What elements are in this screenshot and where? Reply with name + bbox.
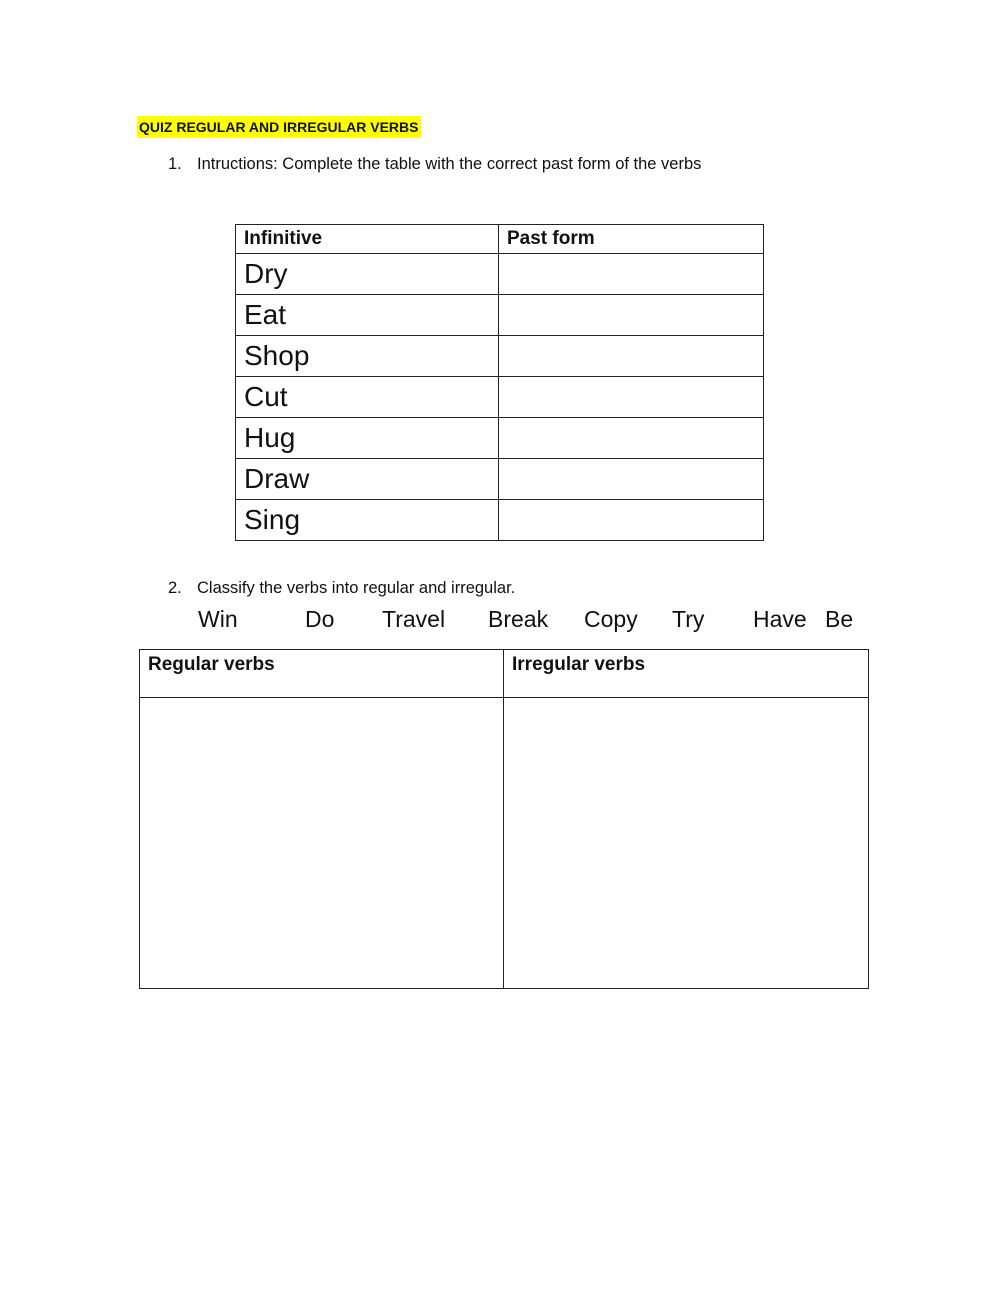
infinitive-cell: Hug xyxy=(236,418,499,459)
instruction-1 xyxy=(168,154,701,174)
quiz-title: QUIZ REGULAR AND IRREGULAR VERBS xyxy=(137,116,421,138)
past-form-answer-cell[interactable] xyxy=(499,500,764,541)
table-row xyxy=(236,377,764,418)
table-row xyxy=(236,418,764,459)
irregular-verbs-answer-area[interactable] xyxy=(504,698,869,989)
classification-header-row xyxy=(140,650,869,698)
table-row xyxy=(236,254,764,295)
instruction-2 xyxy=(168,578,515,598)
classification-answer-row xyxy=(140,698,869,989)
past-form-answer-cell[interactable] xyxy=(499,336,764,377)
past-form-answer-cell[interactable] xyxy=(499,295,764,336)
classification-table xyxy=(139,649,869,989)
header-infinitive: Infinitive xyxy=(236,225,499,254)
instruction-1-number: 1. xyxy=(168,155,182,173)
infinitive-cell: Sing xyxy=(236,500,499,541)
instruction-2-text: Classify the verbs into regular and irregular. xyxy=(197,579,516,597)
word-bank-item[interactable]: Copy xyxy=(584,606,638,632)
table-row xyxy=(236,500,764,541)
word-bank-item[interactable]: Do xyxy=(305,606,335,632)
past-form-answer-cell[interactable] xyxy=(499,254,764,295)
word-bank-item[interactable]: Win xyxy=(198,606,238,632)
table-row xyxy=(236,336,764,377)
instruction-1-text: Intructions: Complete the table with the correct past form of the verbs xyxy=(197,155,702,173)
infinitive-cell: Shop xyxy=(236,336,499,377)
table-row xyxy=(236,295,764,336)
word-bank-item[interactable]: Be xyxy=(825,606,854,632)
word-bank xyxy=(0,602,1000,636)
header-regular-verbs: Regular verbs xyxy=(140,650,504,698)
past-form-answer-cell[interactable] xyxy=(499,418,764,459)
infinitive-cell: Eat xyxy=(236,295,499,336)
word-bank-item[interactable]: Travel xyxy=(382,606,446,632)
header-past-form: Past form xyxy=(499,225,764,254)
past-form-answer-cell[interactable] xyxy=(499,459,764,500)
infinitive-cell: Dry xyxy=(236,254,499,295)
past-form-table xyxy=(235,224,764,541)
infinitive-cell: Draw xyxy=(236,459,499,500)
instruction-2-number: 2. xyxy=(168,579,182,597)
table-row xyxy=(236,459,764,500)
past-form-answer-cell[interactable] xyxy=(499,377,764,418)
word-bank-item[interactable]: Try xyxy=(672,606,705,632)
header-irregular-verbs: Irregular verbs xyxy=(504,650,869,698)
word-bank-item[interactable]: Have xyxy=(753,606,807,632)
infinitive-cell: Cut xyxy=(236,377,499,418)
table-header-row xyxy=(236,225,764,254)
regular-verbs-answer-area[interactable] xyxy=(140,698,504,989)
word-bank-item[interactable]: Break xyxy=(488,606,549,632)
